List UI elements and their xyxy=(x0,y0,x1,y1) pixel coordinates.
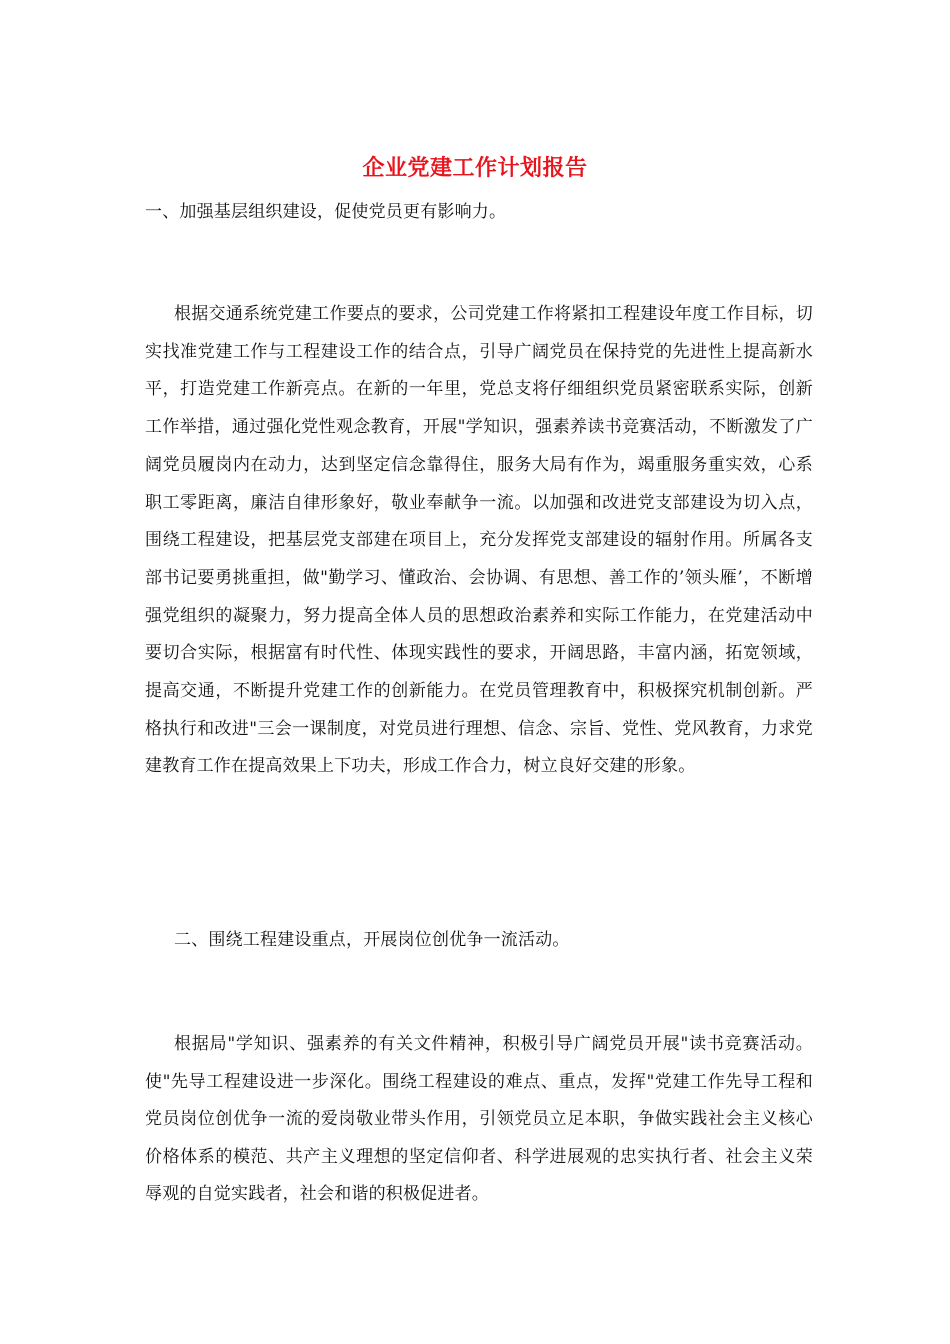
section-paragraph-1: 根据交通系统党建工作要点的要求，公司党建工作将紧扣工程建设年度工作目标，切实找准党建工作与工程建设工作的结合点，引导广阔党员在保持党的先进性上提高新水平，打造党建工作新亮点。在新的一年里，党总支将仔细组织党员紧密联系实际，创新工作举措，通过强化党性观念教育，开展"学知识，强素养读书竞赛活动，不断激发了广阔党员履岗内在动力，达到坚定信念靠得住，服务大局有作为，竭重服务重实效，心系职工零距离，廉洁自律形象好，敬业奉献争一流。以加强和改进党支部建设为切入点，围绕工程建设，把基层党支部建在项目上，充分发挥党支部建设的辐射作用。所属各支部书记要勇挑重担，做"勤学习、懂政治、会协调、有思想、善工作的’领头雁’，不断增强党组织的凝聚力，努力提高全体人员的思想政治素养和实际工作能力，在党建活动中要切合实际，根据富有时代性、体现实践性的要求，开阔思路，丰富内涵，拓宽领域，提高交通，不断提升党建工作的创新能力。在党员管理教育中，积极探究机制创新。严格执行和改进"三会一课制度，对党员进行理想、信念、宗旨、党性、党风教育，力求党建教育工作在提高效果上下功夫，形成工作合力，树立良好交建的形象。 xyxy=(145,304,813,777)
section-heading-1: 一、加强基层组织建设，促使党员更有影响力。 xyxy=(145,202,507,222)
section-heading-2: 二、围绕工程建设重点，开展岗位创优争一流活动。 xyxy=(174,930,570,950)
document-title: 企业党建工作计划报告 xyxy=(362,155,588,181)
section-paragraph-2: 根据局"学知识、强素养的有关文件精神，积极引导广阔党员开展"读书竞赛活动。使"先导工程建设进一步深化。围绕工程建设的难点、重点，发挥"党建工作先导工程和党员岗位创优争一流的爱岗敬业带头作用，引领党员立足本职，争做实践社会主义核心价格体系的模范、共产主义理想的坚定信仰者、科学进展观的忠实执行者、社会主义荣辱观的自觉实践者，社会和谐的积极促进者。 xyxy=(145,1034,813,1205)
